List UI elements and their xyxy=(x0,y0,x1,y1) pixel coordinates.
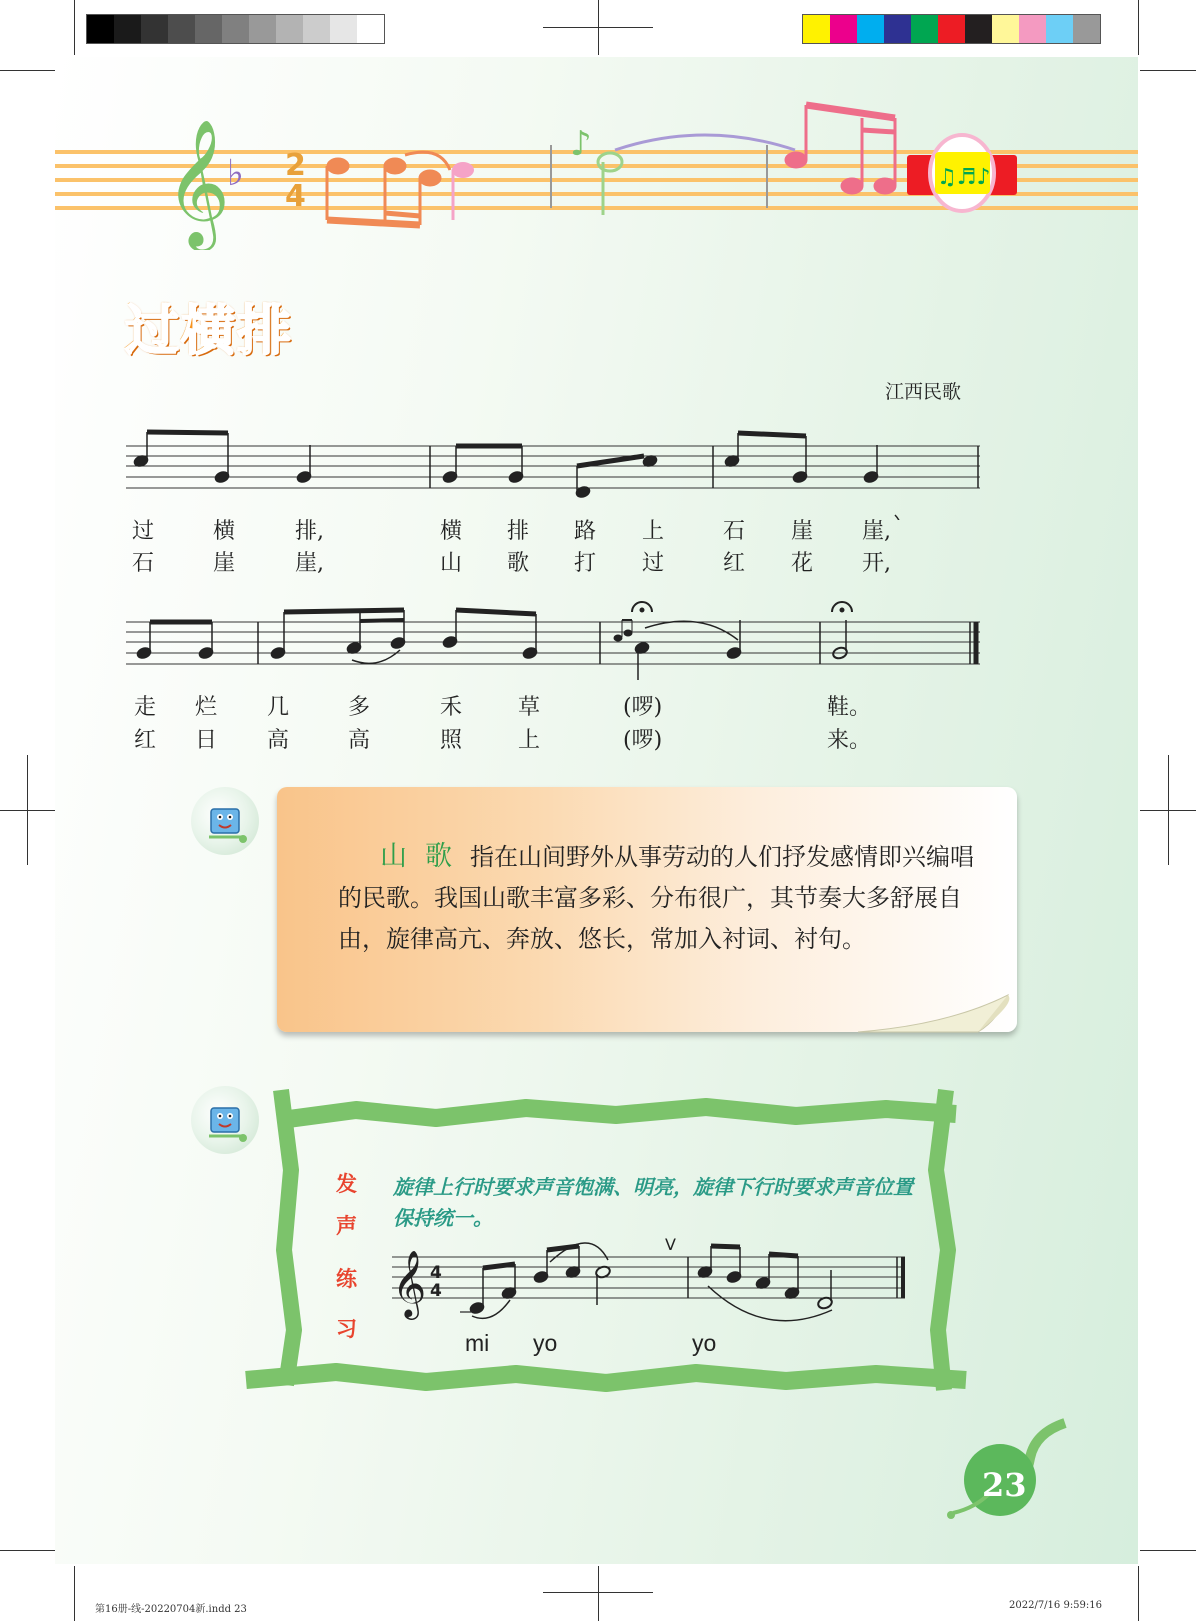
flat-sign-icon: ♭ xyxy=(227,153,244,194)
exercise-label: 发 xyxy=(336,1172,357,1196)
song-origin: 江西民歌 xyxy=(885,381,962,403)
crop-mark xyxy=(0,1550,55,1551)
breath-mark: V xyxy=(665,1235,676,1254)
crop-mark xyxy=(1138,1566,1139,1621)
page-number: 23 xyxy=(982,1466,1027,1504)
info-keyword: 山歌 xyxy=(380,841,470,872)
treble-clef-icon: 𝄞 xyxy=(392,1249,427,1317)
exercise-label: 习 xyxy=(336,1317,357,1341)
footer-file-info: 第16册-线-20220704新.indd 23 xyxy=(95,1604,247,1615)
exercise-syllable: yo xyxy=(692,1330,717,1356)
song-title: 过横排 xyxy=(125,299,293,362)
svg-text:♫♬♪: ♫♬♪ xyxy=(937,165,991,190)
footer-timestamp: 2022/7/16 9:59:16 xyxy=(1009,1600,1103,1611)
info-body: 指在山间野外从事劳动的人们抒发感情即兴编唱的民歌。我国山歌丰富多彩、分布很广，其节奏大多舒展自由，旋律高亢、奔放、悠长，常加入衬词、衬句。 xyxy=(338,843,974,953)
exercise-label: 声 xyxy=(336,1214,357,1238)
grace-note-icon: ♪ xyxy=(570,124,592,164)
textbook-page: 𝄞 ♭ 2 4 ♪ ♫♬♪ 过横排 江西民歌 过 横 排, 横 排 路 上 石 崖 崖, 石 崖 崖, 山 歌 打 过 红 花 开, 走 烂 几 多 禾 草 (啰) 鞋。 红 日 高 高 照 上 (啰) 来。 山歌指在山间野外从事劳动的人们抒发感情即兴编唱的民歌。我国山歌丰富多彩、分布很广，其节奏大多舒展自由，旋律高亢、奔放、悠长，常加入衬词、衬句。 发 声 练 习 旋律上行时要求声音饱满、明亮，旋律下行时要求声音位置保持统一。 𝄞 4 4 V mi yo yo 23 第16册-线-20220704新.indd 23 2022/7/16 9:59:16 xyxy=(0,0,1196,1621)
time-signature-icon: 4 xyxy=(430,1281,442,1301)
exercise-instruction: 旋律上行时要求声音饱满、明亮，旋律下行时要求声音位置保持统一。 xyxy=(393,1175,913,1230)
crop-mark xyxy=(74,1566,75,1621)
exercise-syllable: yo xyxy=(533,1330,558,1356)
treble-clef-icon: 𝄞 xyxy=(165,118,231,246)
crop-mark xyxy=(1140,1550,1196,1551)
time-signature-icon: 2 xyxy=(285,148,306,183)
time-signature-icon: 4 xyxy=(285,179,306,214)
crop-mark xyxy=(598,1566,599,1621)
exercise-label: 练 xyxy=(336,1267,357,1291)
time-signature-icon: 4 xyxy=(430,1263,442,1283)
crop-mark xyxy=(543,1592,653,1593)
exercise-syllable: mi xyxy=(465,1330,490,1356)
